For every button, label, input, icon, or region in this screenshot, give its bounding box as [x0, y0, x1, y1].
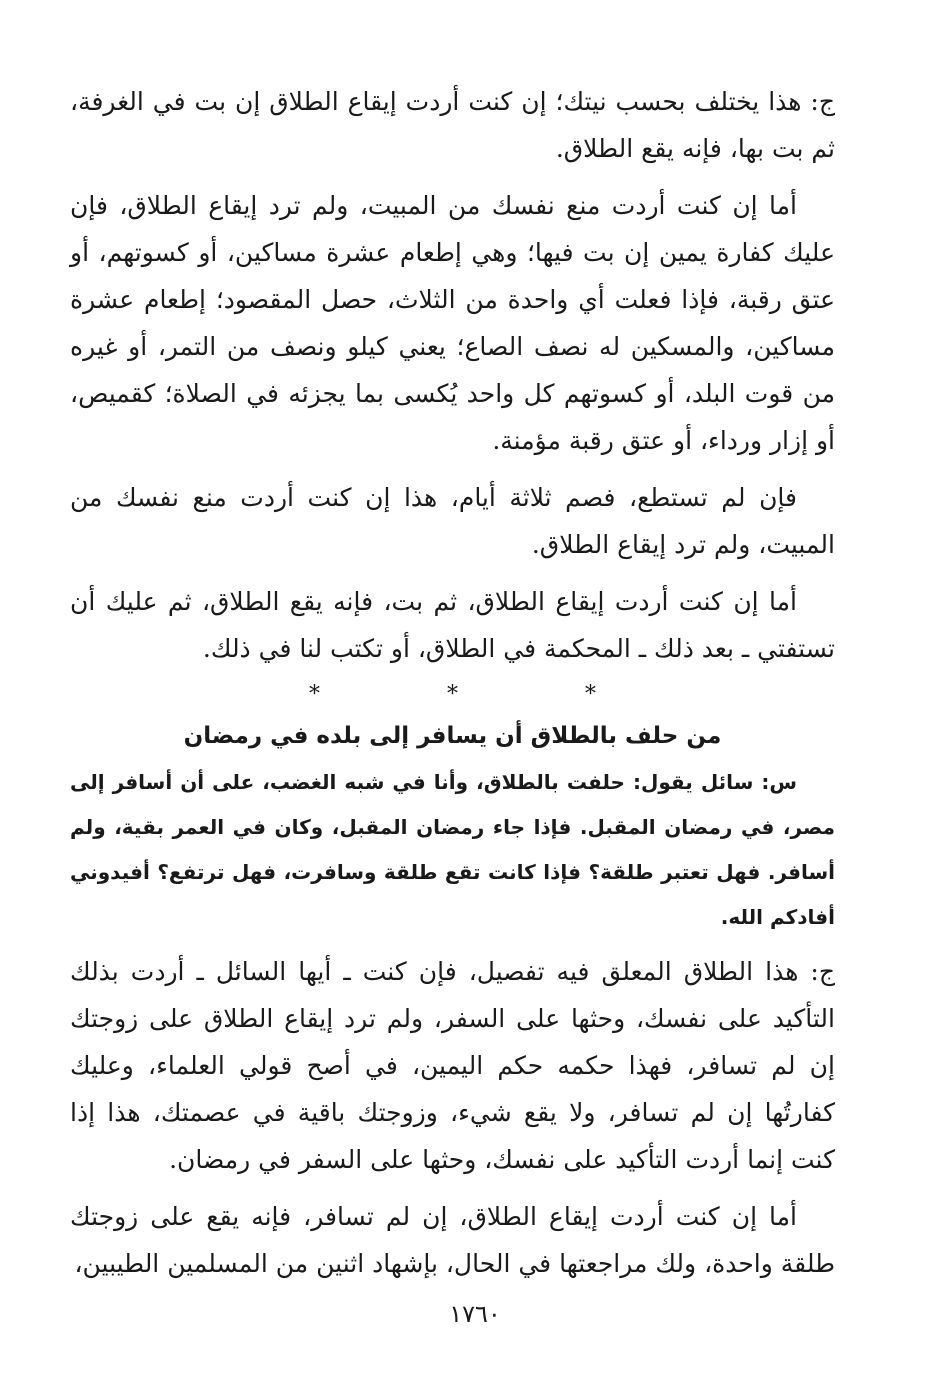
section-title: من حلف بالطلاق أن يسافر إلى بلده في رمضان	[183, 723, 722, 749]
section-separator: * * *	[309, 682, 656, 707]
question-paragraph: س: سائل يقول: حلفت بالطلاق، وأنا في شبه الغضب، على أن أسافر إلى مصر، في رمضان المقبل. فإذا جاء رمضان المقبل، وكان في العمر بقية، ولم أسافر. فهل تعتبر طلقة؟ فإذا كانت تقع طلقة وسافرت، فهل ترتفع؟ أفيدوني أفادكم الله.	[70, 770, 835, 929]
text-paragraph: فإن لم تستطع، فصم ثلاثة أيام، هذا إن كنت أردت منع نفسك من المبيت، ولم ترد إيقاع الطلاق.	[70, 483, 835, 559]
text-paragraph: أما إن كنت أردت منع نفسك من المبيت، ولم ترد إيقاع الطلاق، فإن عليك كفارة يمين إن بت فيها؛ وهي إطعام عشرة مساكين، أو كسوتهم، أو عتق رقبة، فإذا فعلت أي واحدة من الثلاث، حصل المقصود؛ إطعام عشرة مساكين، والمسكين له نصف الصاع؛ يعني كيلو ونصف من التمر، أو غيره من قوت البلد، أو كسوتهم كل واحد يُكسى بما يجزئه في الصلاة؛ كقميص، أو إزار ورداء، أو عتق رقبة مؤمنة.	[70, 191, 835, 455]
answer-paragraph: ج: هذا يختلف بحسب نيتك؛ إن كنت أردت إيقاع الطلاق إن بت في الغرفة، ثم بت بها، فإنه يقع الطلاق.	[70, 87, 835, 163]
answer-paragraph: ج: هذا الطلاق المعلق فيه تفصيل، فإن كنت ـ أيها السائل ـ أردت بذلك التأكيد على نفسك، وحثها على السفر، ولم ترد إيقاع الطلاق على زوجتك إن لم تسافر، فهذا حكمه حكم اليمين، في أصح قولي العلماء، وعليك كفارتُها إن لم تسافر، ولا يقع شيء، وزوجتك باقية في عصمتك، هذا إذا كنت إنما أردت التأكيد على نفسك، وحثها على السفر في رمضان.	[70, 957, 835, 1174]
text-paragraph: أما إن كنت أردت إيقاع الطلاق، ثم بت، فإنه يقع الطلاق، ثم عليك أن تستفتي ـ بعد ذلك ـ المحكمة في الطلاق، أو تكتب لنا في ذلك.	[70, 587, 835, 663]
page-content	[70, 78, 835, 1297]
page-number: ١٧٦٠	[449, 1300, 501, 1328]
text-paragraph: أما إن كنت أردت إيقاع الطلاق، إن لم تسافر، فإنه يقع على زوجتك طلقة واحدة، ولك مراجعتها في الحال، بإشهاد اثنين من المسلمين الطيبين،	[70, 1202, 835, 1278]
